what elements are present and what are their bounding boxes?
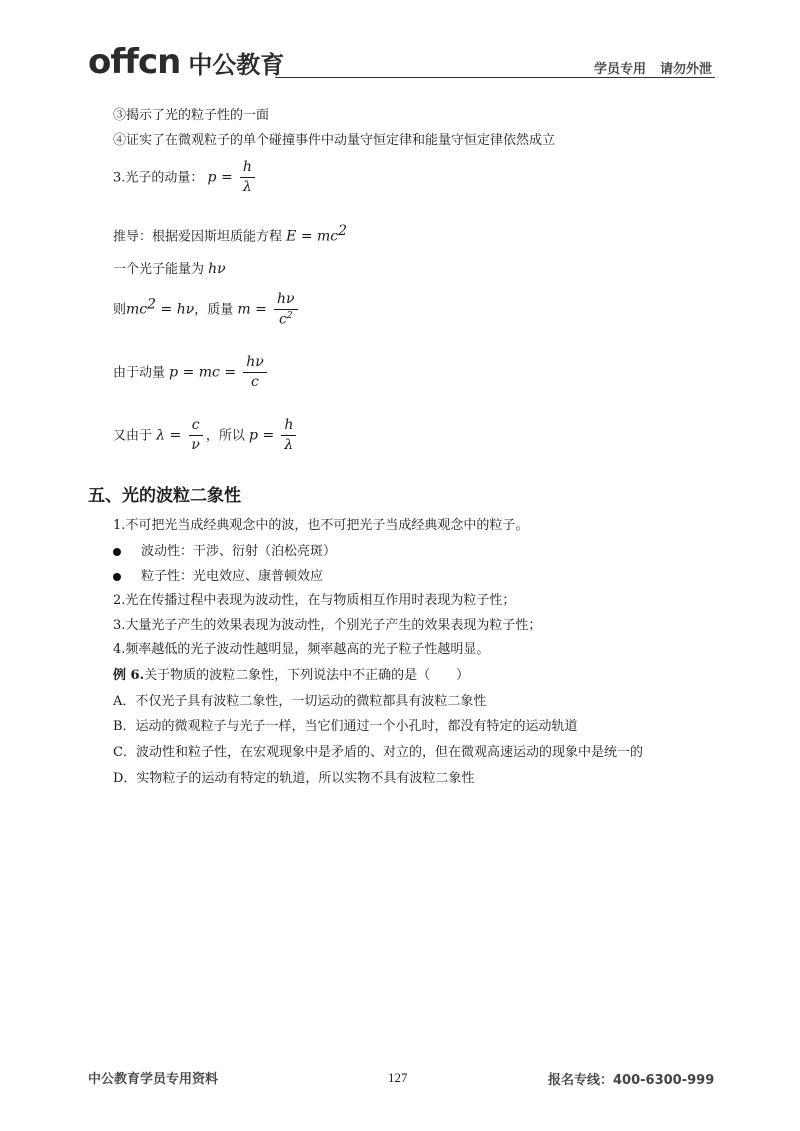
option-a: A．不仅光子具有波粒二象性，一切运动的微粒都具有波粒二象性: [113, 694, 487, 709]
fraction-h-over-lambda-2: [281, 418, 296, 454]
momentum-label: 3.光子的动量：: [113, 170, 204, 186]
then-eq: mc: [126, 301, 148, 318]
mom-label: 由于动量: [113, 365, 166, 381]
logo-latin-text: offcn: [88, 42, 181, 82]
footer-left: 中公教育学员专用资料: [88, 1072, 219, 1087]
page-number: 127: [388, 1070, 408, 1085]
fraction-hv-over-c: [243, 355, 267, 391]
final-relation: [113, 418, 299, 454]
example-question: [113, 664, 469, 683]
frac-num: h: [281, 418, 296, 436]
then-label: 则: [113, 302, 127, 318]
mass-label: ，质量: [194, 302, 234, 318]
mom-eq: p = mc =: [169, 364, 237, 381]
item-3: ③揭示了光的粒子性的一面: [113, 108, 270, 123]
derive-line: 推导：根据爱因斯坦质能方程 $E = mc^2$: [113, 223, 348, 245]
derive-eq: E = mc: [286, 228, 339, 245]
example-text: 关于物质的波粒二象性，下列说法中不正确的是（ ）: [144, 668, 470, 683]
also-eq: λ =: [156, 427, 182, 444]
footer-right: 报名专线：400-6300-999: [548, 1073, 715, 1088]
section-para-1: 1.不可把光当成经典观念中的波，也不可把光子当成经典观念中的粒子。: [113, 518, 529, 533]
so-label: ，所以: [205, 428, 245, 444]
momentum-lhs: p =: [207, 169, 233, 186]
fraction-c-over-v: [188, 418, 203, 454]
header-note-1: 学员专用: [593, 62, 646, 77]
frac-den: $c^2$: [278, 311, 293, 329]
frac-den: c: [251, 374, 259, 391]
fraction-hv-over-c2: [274, 292, 298, 328]
option-b: B．运动的微观粒子与光子一样，当它们通过一个小孔时，都没有特定的运动轨道: [113, 719, 578, 734]
frac-den: ν: [191, 437, 200, 454]
frac-num: h: [240, 160, 255, 178]
energy-eq: hν: [208, 261, 226, 277]
energy-label: 一个光子能量为: [113, 262, 205, 277]
section-title: 五、光的波粒二象性: [88, 486, 241, 506]
bullet-wave-text: 波动性：干涉、衍射（泊松亮斑）: [141, 544, 337, 559]
section-para-4: 4.频率越低的光子波动性越明显，频率越高的光子粒子性越明显。: [113, 642, 490, 657]
bullet-particle: [113, 565, 323, 584]
fraction-h-over-lambda: [240, 160, 255, 196]
frac-num: c: [189, 418, 203, 436]
logo-cn-text: 中公教育: [188, 51, 285, 79]
bullet-dot-icon: [113, 573, 121, 581]
bullet-dot-icon: [113, 548, 121, 556]
momentum-derivation: [113, 355, 270, 391]
so-eq: p =: [249, 427, 275, 444]
frac-den: λ: [284, 437, 294, 454]
energy-line: [113, 258, 226, 277]
then-eq2: = hν: [156, 301, 195, 318]
frac-num: hν: [243, 355, 267, 373]
section-para-3: 3.大量光子产生的效果表现为波动性，个别光子产生的效果表现为粒子性；: [113, 618, 542, 633]
mass-lhs: m =: [237, 301, 267, 318]
item-4: ④证实了在微观粒子的单个碰撞事件中动量守恒定律和能量守恒定律依然成立: [113, 133, 556, 148]
example-label: 例 6.: [113, 668, 145, 683]
section-para-2: 2.光在传播过程中表现为波动性，在与物质相互作用时表现为粒子性；: [113, 593, 516, 608]
option-d: D．实物粒子的运动有特定的轨道，所以实物不具有波粒二象性: [113, 771, 475, 786]
brand-logo: [88, 42, 284, 82]
bullet-wave: [113, 540, 336, 559]
derive-label: 推导：根据爱因斯坦质能方程: [113, 229, 283, 245]
also-label: 又由于: [113, 428, 153, 444]
momentum-formula: [113, 160, 258, 196]
header-note: [580, 58, 712, 77]
frac-den: λ: [242, 179, 252, 196]
header-rule: [275, 77, 715, 78]
option-c: C．波动性和粒子性，在宏观现象中是矛盾的、对立的，但在微观高速运动的现象中是统一的: [113, 745, 643, 760]
header-note-2: 请勿外泄: [659, 62, 712, 77]
frac-num: hν: [274, 292, 298, 310]
mass-line: 则$mc^2 = h\nu$，质量 m = $\frac{h\nu}{c^2}$: [113, 292, 301, 328]
bullet-particle-text: 粒子性：光电效应、康普顿效应: [141, 569, 324, 584]
